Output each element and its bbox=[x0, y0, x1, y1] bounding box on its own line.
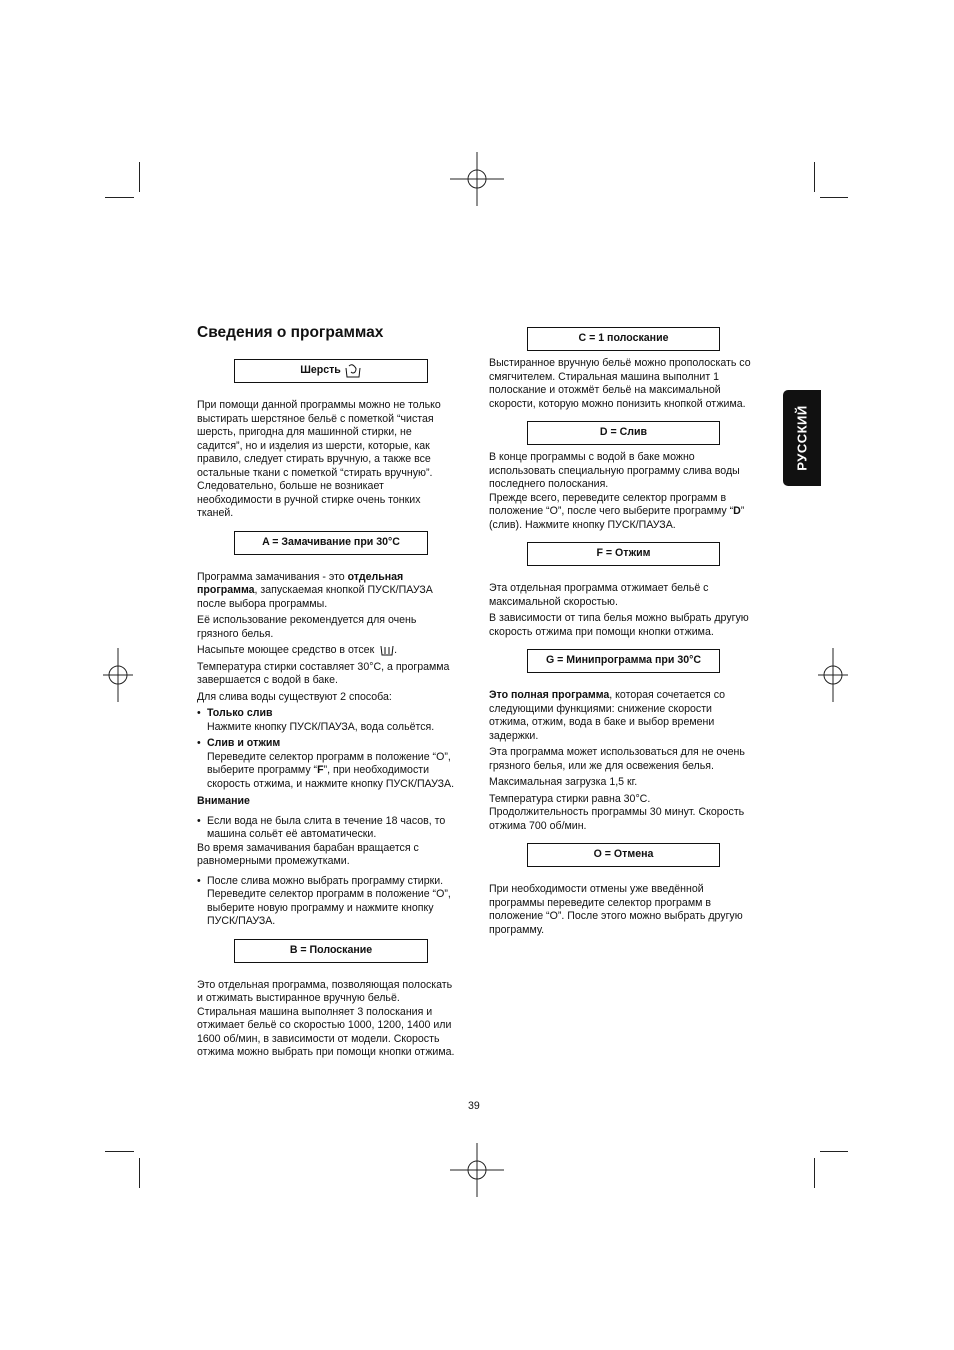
section-header-d: D = Слив bbox=[527, 421, 720, 445]
c-text: Выстиранное вручную бельё можно прополоскать со смягчителем. Стиральная машина выполнит 1 полоскание и отожмёт бельё на максимальной скорости, которую можно понизить кнопкой отжима. bbox=[489, 357, 751, 410]
g-paragraph-1: Это полная программа, которая сочетается со следующими функциями: снижение скорости отжима, отжим, вода в баке и выбор времени задержки. bbox=[489, 689, 725, 742]
crop-mark bbox=[820, 1151, 848, 1152]
language-tab bbox=[783, 390, 821, 486]
crop-mark bbox=[139, 1158, 140, 1188]
a-paragraph-5: Для слива воды существуют 2 способа: bbox=[197, 690, 392, 703]
attention-bullet-1: • Если вода не была слита в течение 18 часов, то машина сольёт её автоматически. bbox=[197, 815, 459, 842]
g-paragraph-3: Максимальная загрузка 1,5 кг. bbox=[489, 776, 638, 788]
page-number: 39 bbox=[468, 1100, 480, 1112]
section-header-c: C = 1 полоскание bbox=[527, 327, 720, 351]
registration-mark-icon bbox=[450, 1143, 504, 1197]
g-paragraph-4: Температура стирки равна 30°С. Продолжительность программы 30 минут. Скорость отжима 700 об/мин. bbox=[489, 792, 745, 832]
registration-mark-icon bbox=[450, 152, 504, 206]
b-text: Это отдельная программа, позволяющая полоскать и отжимать выстиранное вручную бельё. Стиральная машина выполняет 3 полоскания и отжимает бельё со скоростью 1000, 1200, 1400 или 1600 об/мин, в зависимости от модели. Скорость отжима можно выбрать при помощи кнопки отжима. bbox=[197, 978, 455, 1058]
f-text-1: Эта отдельная программа отжимает бельё с максимальной скоростью. bbox=[489, 582, 709, 608]
wool-text: При помощи данной программы можно не только выстирать шерстяное бельё с пометкой “чистая шерсть, пригодна для машинной стирки, не садится”, но и изделия из шерсти, которые, как правило, следует стирать вручную, а также все остальные ткани с пометкой “стирать вручную”. Следовательно, больше не возникает необходимости в ручной стирке очень тонких тканей. bbox=[197, 399, 441, 519]
page-title: Сведения о программах bbox=[197, 324, 384, 341]
language-tab-label: РУССКИЙ bbox=[794, 405, 810, 471]
registration-mark-icon bbox=[818, 648, 848, 702]
attention-heading: Внимание bbox=[197, 795, 250, 807]
a-paragraph-1: Программа замачивания - это отдельная программа, запускаемая кнопкой ПУСК/ПАУЗА после выбора программы. bbox=[197, 570, 433, 610]
section-header-b: B = Полоскание bbox=[234, 939, 428, 963]
f-text-2: В зависимости от типа белья можно выбрать другую скорость отжима при помощи кнопки отжима. bbox=[489, 612, 749, 638]
d-text-2: Прежде всего, переведите селектор программ в положение “О”, после чего выберите программу “D” (слив). Нажмите кнопку ПУСК/ПАУЗА. bbox=[489, 491, 745, 531]
section-header-o: O = Отмена bbox=[527, 843, 720, 867]
o-text: При необходимости отмены уже введённой программы переведите селектор программ в положение “О”. После этого можно выбрать другую программу. bbox=[489, 883, 743, 936]
section-header-f: F = Отжим bbox=[527, 542, 720, 566]
crop-mark bbox=[105, 197, 134, 198]
a-bullet-drain: • Только слив Нажмите кнопку ПУСК/ПАУЗА, вода сольётся. bbox=[197, 707, 459, 734]
a-bullet-drain-spin: • Слив и отжим Переведите селектор программ в положение “О”, выберите программу “F”, при необходимости скорость отжима, и нажмите кнопку ПУСК/ПАУЗА. bbox=[197, 737, 459, 791]
a-paragraph-3: Насыпьте моющее средство в отсек . bbox=[197, 644, 398, 656]
attention-note: Во время замачивания барабан вращается с равномерными промежутками. bbox=[197, 841, 419, 867]
hand-wash-icon bbox=[344, 363, 362, 379]
right-column bbox=[489, 317, 751, 940]
d-text-1: В конце программы с водой в баке можно использовать специальную программу слива воды последнего полоскания. bbox=[489, 451, 740, 490]
a-paragraph-2: Её использование рекомендуется для очень грязного белья. bbox=[197, 614, 417, 640]
section-header-g: G = Минипрограмма при 30°C bbox=[527, 649, 720, 673]
detergent-compartment-icon bbox=[380, 644, 394, 656]
a-paragraph-4: Температура стирки составляет 30°С, а программа завершается с водой в баке. bbox=[197, 660, 450, 686]
registration-mark-icon bbox=[103, 648, 133, 702]
g-paragraph-2: Эта программа может использоваться для не очень грязного белья, или же для освежения белья. bbox=[489, 746, 745, 772]
crop-mark bbox=[814, 1158, 815, 1188]
attention-bullet-2: • После слива можно выбрать программу стирки. Переведите селектор программ в положение “О”, выберите новую программу и нажмите кнопку ПУСК/ПАУЗА. bbox=[197, 875, 459, 929]
left-column bbox=[197, 349, 459, 1063]
crop-mark bbox=[820, 197, 848, 198]
crop-mark bbox=[814, 162, 815, 192]
section-header-a: A = Замачивание при 30°C bbox=[234, 531, 428, 555]
crop-mark bbox=[105, 1151, 134, 1152]
crop-mark bbox=[139, 162, 140, 192]
section-header-wool: Шерсть bbox=[234, 359, 428, 383]
